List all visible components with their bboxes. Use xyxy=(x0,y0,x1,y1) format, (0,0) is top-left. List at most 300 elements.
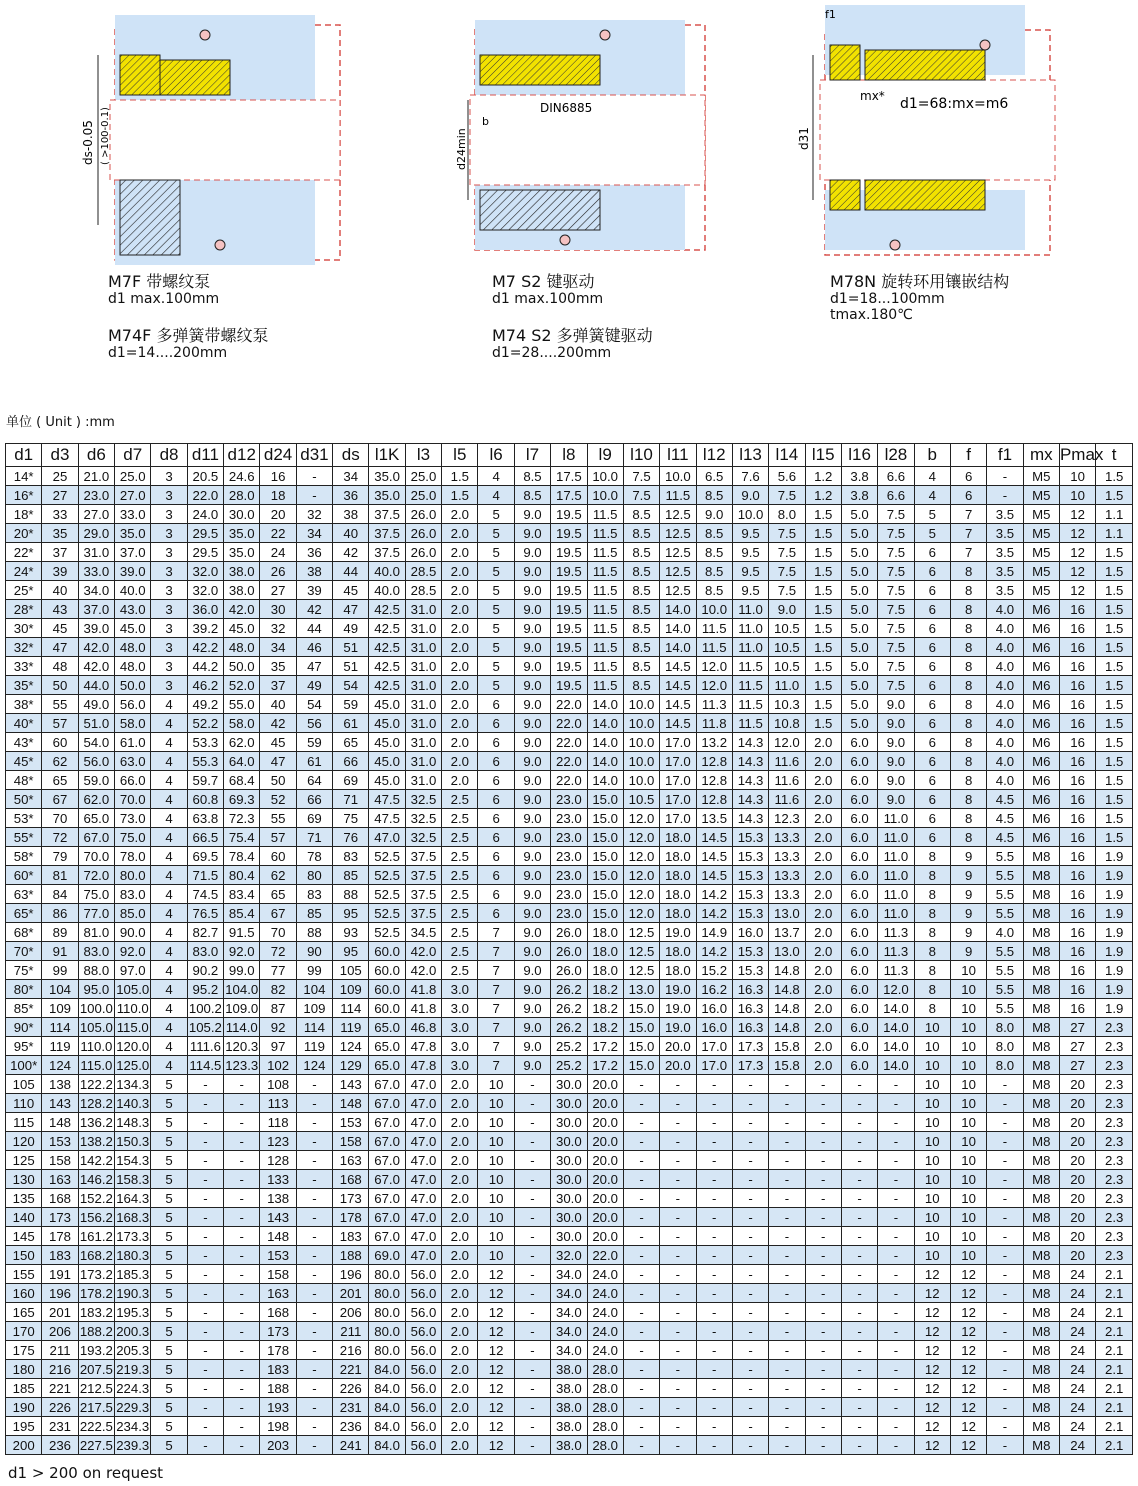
table-cell: 1.5 xyxy=(805,619,841,638)
table-cell: 2.0 xyxy=(442,1189,478,1208)
table-cell: 170 xyxy=(6,1322,42,1341)
table-cell: - xyxy=(878,1265,914,1284)
table-cell: 18.0 xyxy=(660,885,696,904)
table-cell: 8.5 xyxy=(696,486,732,505)
table-cell: 33 xyxy=(42,505,78,524)
table-cell: 8.5 xyxy=(623,562,659,581)
table-cell: 143 xyxy=(260,1208,296,1227)
table-cell: 148 xyxy=(42,1113,78,1132)
table-cell: 6.0 xyxy=(841,771,877,790)
table-cell: 29.0 xyxy=(78,524,114,543)
table-cell: 150.3 xyxy=(116,1133,150,1149)
table-cell: 6 xyxy=(914,695,950,714)
table-cell: - xyxy=(769,1170,805,1189)
table-cell: 38 xyxy=(333,505,369,524)
table-cell: - xyxy=(696,1322,732,1341)
table-cell: 52.2 xyxy=(187,714,223,733)
table-cell: 47.0 xyxy=(405,1151,441,1170)
table-cell: 183.2 xyxy=(79,1304,113,1320)
table-cell: 10.0 xyxy=(623,714,659,733)
table-cell: 56.0 xyxy=(115,695,151,714)
table-cell: 2.5 xyxy=(442,790,478,809)
table-cell: 19.5 xyxy=(551,657,587,676)
table-cell: 115.0 xyxy=(115,1018,151,1037)
table-cell: 1.5 xyxy=(1096,828,1133,847)
table-cell: 10 xyxy=(1059,486,1095,505)
table-cell: 134.3 xyxy=(116,1076,150,1092)
table-cell: - xyxy=(296,1094,332,1113)
table-cell: 30.0 xyxy=(551,1208,587,1227)
table-cell: M8 xyxy=(1023,980,1059,999)
table-row xyxy=(6,1436,1133,1455)
table-cell: 70* xyxy=(6,942,42,961)
table-cell: 26.0 xyxy=(551,961,587,980)
table-cell: 10 xyxy=(1059,467,1095,486)
table-cell: 83 xyxy=(296,885,332,904)
table-row xyxy=(6,714,1133,733)
table-cell: 1.5 xyxy=(442,486,478,505)
table-cell: 236 xyxy=(333,1417,369,1436)
table-cell: 31.0 xyxy=(405,657,441,676)
table-cell: 9.0 xyxy=(514,961,550,980)
table-cell: 38.0 xyxy=(224,562,260,581)
table-cell: 31.0 xyxy=(405,752,441,771)
table-row xyxy=(6,1417,1133,1436)
table-cell: 12 xyxy=(1059,581,1095,600)
table-cell: 15.0 xyxy=(587,904,623,923)
table-cell: 125 xyxy=(6,1151,42,1170)
table-cell: 13.3 xyxy=(769,847,805,866)
table-cell: 10 xyxy=(950,1018,986,1037)
table-cell: 188 xyxy=(260,1379,296,1398)
table-cell: 123 xyxy=(260,1132,296,1151)
table-cell: 7.5 xyxy=(769,524,805,543)
table-cell: 47 xyxy=(42,638,78,657)
table-cell: 168 xyxy=(42,1189,78,1208)
table-cell: - xyxy=(805,1227,841,1246)
table-cell: 47.0 xyxy=(405,1075,441,1094)
table-cell: 4 xyxy=(151,866,187,885)
table-cell: 6 xyxy=(914,619,950,638)
table-cell: - xyxy=(623,1303,659,1322)
table-cell: 18.0 xyxy=(660,866,696,885)
table-cell: 14.3 xyxy=(732,809,768,828)
table-row xyxy=(6,885,1133,904)
caption-title-2: M74 S2 多弹簧键驱动 xyxy=(492,326,653,345)
table-cell: 11.5 xyxy=(696,638,732,657)
table-cell: 49.2 xyxy=(187,695,223,714)
table-cell: - xyxy=(987,1436,1023,1455)
table-cell: 6 xyxy=(914,809,950,828)
table-cell: 5 xyxy=(151,1436,187,1455)
table-cell: 3.5 xyxy=(987,505,1023,524)
table-cell: 17.5 xyxy=(551,467,587,486)
table-cell: - xyxy=(296,486,332,505)
table-cell: - xyxy=(696,1265,732,1284)
table-cell: 5 xyxy=(151,1379,187,1398)
table-cell: 83.0 xyxy=(187,942,223,961)
table-cell: M8 xyxy=(1023,1284,1059,1303)
table-cell: - xyxy=(841,1398,877,1417)
table-cell: 7.5 xyxy=(878,657,914,676)
table-cell: - xyxy=(224,1075,260,1094)
table-cell: 10 xyxy=(914,1170,950,1189)
table-cell: 37.0 xyxy=(115,543,151,562)
table-cell: 10 xyxy=(914,1208,950,1227)
table-cell: - xyxy=(187,1132,223,1151)
table-cell: 23.0 xyxy=(551,885,587,904)
table-cell: 60.8 xyxy=(187,790,223,809)
table-cell: 104 xyxy=(42,980,78,999)
table-row xyxy=(6,1113,1133,1132)
table-cell: 6 xyxy=(914,657,950,676)
table-cell: 4 xyxy=(151,1056,187,1075)
table-cell: 18.0 xyxy=(587,942,623,961)
table-cell: 12.0 xyxy=(769,733,805,752)
table-cell: 9.0 xyxy=(878,733,914,752)
table-cell: 66.5 xyxy=(187,828,223,847)
table-cell: 2.0 xyxy=(805,923,841,942)
table-cell: - xyxy=(187,1341,223,1360)
table-cell: - xyxy=(732,1303,768,1322)
table-cell: 26.2 xyxy=(551,980,587,999)
table-header xyxy=(6,444,1133,467)
table-cell: 1.9 xyxy=(1096,866,1133,885)
table-cell: 31.0 xyxy=(78,543,114,562)
table-cell: 77.0 xyxy=(78,904,114,923)
table-cell: - xyxy=(187,1284,223,1303)
table-row xyxy=(6,1379,1133,1398)
table-cell: - xyxy=(987,1417,1023,1436)
table-cell: 83.0 xyxy=(78,942,114,961)
table-cell: 105.0 xyxy=(79,1019,113,1035)
table-cell: 119 xyxy=(296,1037,332,1056)
table-cell: 26.0 xyxy=(405,505,441,524)
table-cell: 15.0 xyxy=(587,790,623,809)
table-cell: 28.0 xyxy=(587,1398,623,1417)
table-cell: 24 xyxy=(260,543,296,562)
table-cell: 62 xyxy=(42,752,78,771)
table-cell: 4 xyxy=(151,923,187,942)
table-cell: 6 xyxy=(914,600,950,619)
table-cell: 62 xyxy=(260,866,296,885)
table-cell: 30.0 xyxy=(551,1094,587,1113)
table-cell: 2.0 xyxy=(805,847,841,866)
table-cell: 21.0 xyxy=(78,467,114,486)
table-cell: 2.0 xyxy=(442,1341,478,1360)
table-cell: - xyxy=(878,1170,914,1189)
unit-label: 单位 ( Unit ) :mm xyxy=(6,415,115,430)
table-cell: - xyxy=(514,1208,550,1227)
table-cell: 2.5 xyxy=(442,885,478,904)
table-cell: 12.0 xyxy=(696,657,732,676)
table-cell: 1.9 xyxy=(1096,904,1133,923)
table-cell: - xyxy=(878,1075,914,1094)
table-cell: 6 xyxy=(914,543,950,562)
table-cell: 53* xyxy=(6,809,42,828)
table-cell: 12 xyxy=(1059,543,1095,562)
table-cell: 8 xyxy=(914,847,950,866)
table-cell: 13.0 xyxy=(623,980,659,999)
table-cell: 56.0 xyxy=(405,1341,441,1360)
table-cell: 18.0 xyxy=(587,961,623,980)
table-cell: 47.8 xyxy=(405,1056,441,1075)
table-cell: 1.9 xyxy=(1096,999,1133,1018)
table-cell: 11.0 xyxy=(732,638,768,657)
table-cell: - xyxy=(805,1379,841,1398)
table-cell: 2.3 xyxy=(1096,1094,1133,1113)
table-cell: 16 xyxy=(1059,885,1095,904)
table-cell: 45* xyxy=(6,752,42,771)
table-cell: 7.5 xyxy=(878,543,914,562)
table-cell: 9 xyxy=(950,942,986,961)
table-cell: 8.5 xyxy=(623,619,659,638)
table-cell: 10 xyxy=(914,1151,950,1170)
table-cell: 5 xyxy=(151,1398,187,1417)
table-cell: 12 xyxy=(478,1284,514,1303)
table-cell: 2.0 xyxy=(805,961,841,980)
table-cell: 5 xyxy=(478,638,514,657)
table-cell: 120 xyxy=(6,1132,42,1151)
table-cell: 12 xyxy=(914,1417,950,1436)
table-cell: 16 xyxy=(1059,695,1095,714)
table-cell: 168.2 xyxy=(79,1247,113,1263)
table-cell: - xyxy=(841,1094,877,1113)
table-cell: - xyxy=(187,1265,223,1284)
table-cell: 20 xyxy=(1059,1075,1095,1094)
table-cell: 16 xyxy=(1059,657,1095,676)
table-cell: 7.6 xyxy=(732,467,768,486)
table-row xyxy=(6,1094,1133,1113)
table-cell: 3.0 xyxy=(442,999,478,1018)
table-cell: - xyxy=(660,1284,696,1303)
table-cell: 203 xyxy=(260,1436,296,1455)
table-cell: 11.5 xyxy=(732,657,768,676)
table-cell: - xyxy=(878,1322,914,1341)
table-cell: 9.0 xyxy=(514,733,550,752)
table-cell: M5 xyxy=(1023,486,1059,505)
table-cell: 17.2 xyxy=(587,1037,623,1056)
table-cell: 10.3 xyxy=(769,695,805,714)
table-cell: 50.0 xyxy=(224,657,260,676)
table-cell: 35 xyxy=(260,657,296,676)
table-cell: 10.0 xyxy=(732,505,768,524)
table-cell: 56.0 xyxy=(405,1379,441,1398)
caption-m78n xyxy=(830,274,1009,322)
table-cell: 1.9 xyxy=(1096,942,1133,961)
table-cell: 16 xyxy=(1059,828,1095,847)
table-cell: 1.5 xyxy=(1096,809,1133,828)
table-cell: 5 xyxy=(151,1151,187,1170)
table-cell: 63.0 xyxy=(115,752,151,771)
table-cell: 178 xyxy=(42,1227,78,1246)
table-cell: 31.0 xyxy=(405,733,441,752)
table-cell: 14.0 xyxy=(878,1056,914,1075)
table-cell: - xyxy=(987,1284,1023,1303)
table-cell: 39.0 xyxy=(115,562,151,581)
table-cell: 10 xyxy=(914,1037,950,1056)
table-cell: 3 xyxy=(151,600,187,619)
footnote: d1 > 200 on request xyxy=(8,1464,164,1482)
table-cell: - xyxy=(805,1341,841,1360)
table-cell: 12 xyxy=(950,1322,986,1341)
table-cell: 226 xyxy=(333,1379,369,1398)
table-cell: - xyxy=(732,1246,768,1265)
table-cell: - xyxy=(187,1417,223,1436)
table-cell: 14.0 xyxy=(660,619,696,638)
table-cell: - xyxy=(841,1246,877,1265)
table-cell: - xyxy=(987,1341,1023,1360)
table-cell: 38.0 xyxy=(551,1436,587,1455)
table-cell: 146.2 xyxy=(79,1171,113,1187)
table-cell: 20 xyxy=(1059,1151,1095,1170)
table-cell: - xyxy=(660,1170,696,1189)
table-cell: 2.1 xyxy=(1096,1284,1133,1303)
table-cell: 1.5 xyxy=(1096,467,1133,486)
table-cell: 11.0 xyxy=(732,600,768,619)
table-cell: 20.0 xyxy=(587,1227,623,1246)
table-cell: - xyxy=(841,1303,877,1322)
table-cell: 88.0 xyxy=(78,961,114,980)
table-cell: 2.0 xyxy=(805,942,841,961)
table-cell: - xyxy=(187,1303,223,1322)
table-cell: - xyxy=(841,1227,877,1246)
table-cell: - xyxy=(769,1094,805,1113)
table-cell: 2.0 xyxy=(442,505,478,524)
table-cell: 84.0 xyxy=(369,1360,405,1379)
column-header: l28 xyxy=(878,444,914,467)
table-cell: 5 xyxy=(151,1246,187,1265)
table-row xyxy=(6,524,1133,543)
table-cell: 47 xyxy=(333,600,369,619)
table-cell: 5 xyxy=(914,505,950,524)
table-cell: 18.0 xyxy=(660,942,696,961)
table-cell: 9.0 xyxy=(514,942,550,961)
table-cell: 62.0 xyxy=(224,733,260,752)
table-cell: - xyxy=(805,1436,841,1455)
table-cell: 9.0 xyxy=(514,657,550,676)
table-cell: 8 xyxy=(950,828,986,847)
table-cell: 40 xyxy=(42,581,78,600)
table-cell: 8 xyxy=(950,676,986,695)
table-cell: 47.5 xyxy=(369,809,405,828)
table-cell: 25 xyxy=(42,467,78,486)
column-header: f xyxy=(950,444,986,467)
table-cell: 1.5 xyxy=(805,638,841,657)
table-cell: 16 xyxy=(1059,942,1095,961)
table-cell: 5 xyxy=(151,1284,187,1303)
table-cell: 6.0 xyxy=(841,1018,877,1037)
table-cell: 5.5 xyxy=(987,904,1023,923)
table-cell: 17.5 xyxy=(551,486,587,505)
table-cell: - xyxy=(696,1436,732,1455)
table-cell: M6 xyxy=(1023,714,1059,733)
table-cell: 1.5 xyxy=(805,714,841,733)
table-cell: 9.0 xyxy=(514,904,550,923)
table-cell: 12.0 xyxy=(623,828,659,847)
table-cell: 71 xyxy=(296,828,332,847)
table-cell: 75 xyxy=(333,809,369,828)
table-cell: 7 xyxy=(478,961,514,980)
table-cell: 160 xyxy=(6,1284,42,1303)
table-cell: 155 xyxy=(6,1265,42,1284)
table-cell: 2.0 xyxy=(442,771,478,790)
table-cell: 2.1 xyxy=(1096,1379,1133,1398)
table-cell: 67.0 xyxy=(78,828,114,847)
table-cell: 2.0 xyxy=(442,676,478,695)
table-cell: 12.0 xyxy=(696,676,732,695)
table-cell: 90 xyxy=(296,942,332,961)
table-cell: - xyxy=(514,1094,550,1113)
table-cell: 8.5 xyxy=(623,676,659,695)
table-cell: 32 xyxy=(296,505,332,524)
table-cell: - xyxy=(769,1341,805,1360)
table-cell: 5.5 xyxy=(987,942,1023,961)
table-cell: - xyxy=(732,1189,768,1208)
table-cell: 14.0 xyxy=(660,638,696,657)
table-cell: 24 xyxy=(1059,1303,1095,1322)
ds-range-label: ( >100-0.1) xyxy=(100,107,111,165)
table-cell: 12.5 xyxy=(660,524,696,543)
table-cell: 10 xyxy=(950,1075,986,1094)
table-cell: - xyxy=(224,1360,260,1379)
table-cell: - xyxy=(732,1094,768,1113)
table-cell: 12 xyxy=(478,1417,514,1436)
table-cell: 10.5 xyxy=(769,657,805,676)
table-cell: - xyxy=(296,1075,332,1094)
table-cell: 34.5 xyxy=(405,923,441,942)
table-cell: 9 xyxy=(950,847,986,866)
table-cell: 8 xyxy=(914,885,950,904)
table-cell: 19.0 xyxy=(660,923,696,942)
table-cell: 92.0 xyxy=(115,942,151,961)
table-cell: 168.3 xyxy=(116,1209,150,1225)
table-cell: 69.0 xyxy=(369,1246,405,1265)
table-cell: 11.5 xyxy=(587,600,623,619)
table-cell: 16.0 xyxy=(696,1018,732,1037)
table-cell: 10 xyxy=(478,1246,514,1265)
table-cell: 42.0 xyxy=(78,657,114,676)
table-cell: 17.3 xyxy=(732,1037,768,1056)
table-cell: 128 xyxy=(260,1151,296,1170)
table-cell: 52.0 xyxy=(224,676,260,695)
column-header: mx xyxy=(1023,444,1059,467)
table-cell: 55 xyxy=(260,809,296,828)
table-cell: - xyxy=(187,1208,223,1227)
table-cell: 42 xyxy=(296,600,332,619)
table-cell: 3 xyxy=(151,505,187,524)
table-cell: 19.5 xyxy=(551,543,587,562)
table-cell: 20.5 xyxy=(187,467,223,486)
table-cell: 2.3 xyxy=(1096,1056,1133,1075)
table-cell: 15.3 xyxy=(732,961,768,980)
table-cell: - xyxy=(187,1246,223,1265)
table-cell: 1.9 xyxy=(1096,961,1133,980)
table-cell: 2.0 xyxy=(442,714,478,733)
table-cell: 168 xyxy=(260,1303,296,1322)
table-cell: 2.0 xyxy=(442,1360,478,1379)
table-cell: 10 xyxy=(914,1189,950,1208)
table-cell: 68.4 xyxy=(224,771,260,790)
table-cell: - xyxy=(769,1113,805,1132)
table-cell: 5 xyxy=(478,581,514,600)
table-cell: - xyxy=(514,1265,550,1284)
table-row xyxy=(6,1151,1133,1170)
table-cell: 2.0 xyxy=(442,1246,478,1265)
table-cell: - xyxy=(987,1094,1023,1113)
table-cell: 60.0 xyxy=(369,942,405,961)
table-cell: 71.5 xyxy=(187,866,223,885)
